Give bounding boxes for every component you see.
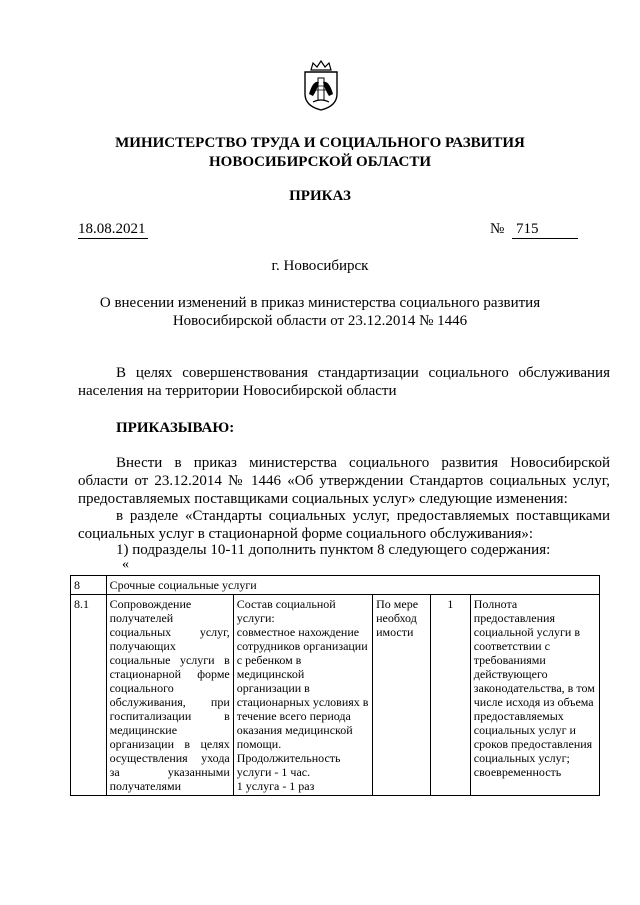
preamble-paragraph: В целях совершенствования стандартизации социального обслуживания населения на территории Новосибирской области: [78, 365, 610, 399]
order-number-label: №: [490, 221, 505, 237]
row-number-cell: 8.1: [71, 595, 107, 796]
order-number: 715: [512, 220, 578, 239]
open-quote: «: [122, 557, 129, 572]
content-line-2: совместное нахождение сотрудников организации с ребенком в медицинской организации в стационарных условиях в течение всего периода оказания медицинской помощи.: [236, 625, 369, 751]
table-row: [71, 595, 600, 796]
section-title-cell: Срочные социальные услуги: [106, 576, 599, 595]
table-section-row: [71, 576, 600, 595]
service-name-cell: Сопровождение получателей социальных услуг, получающих социальные услуги в стационарной форме социального обслуживания, при госпитализации в медицинские организации в целях осуществления ухода за указанными получателями: [106, 595, 233, 796]
order-date: 18.08.2021: [78, 220, 148, 239]
service-quality-cell: Полнота предоставления социальной услуги в соответствии с требованиями действующего законодательства, в том числе исходя из объема предоставляемых социальных услуг и сроков предоставления социальных услуг; своевременность: [470, 595, 599, 796]
service-term-cell: По мере необход имости: [373, 595, 431, 796]
content-line-4: 1 услуга - 1 раз: [236, 779, 315, 793]
ministry-name: [60, 134, 580, 172]
section-number-cell: 8: [71, 576, 107, 595]
services-table: [70, 575, 600, 796]
paragraph-3: 1) подразделы 10-11 дополнить пунктом 8 следующего содержания:: [116, 542, 551, 558]
content-line-1: Состав социальной услуги:: [236, 597, 336, 625]
paragraph-1: Внести в приказ министерства социального развития Новосибирской области от 23.12.2014 № 1446 «Об утверждении Стандартов социальных услуг, предоставляемых поставщиками социальных услуг» следующие изменения:: [78, 455, 610, 507]
order-directive: ПРИКАЗЫВАЮ:: [116, 420, 235, 436]
order-city: г. Новосибирск: [271, 258, 369, 274]
service-content-cell: [233, 595, 372, 796]
content-line-3: Продолжительность услуги - 1 час.: [236, 751, 341, 779]
paragraph-2: в разделе «Стандарты социальных услуг, предоставляемых поставщиками социальных услуг в стационарной форме социального обслуживания»:: [78, 508, 610, 542]
ministry-line-1: МИНИСТЕРСТВО ТРУДА И СОЦИАЛЬНОГО РАЗВИТИЯ: [115, 135, 525, 151]
subject-line-2: Новосибирской области от 23.12.2014 № 1446: [172, 313, 468, 329]
coat-of-arms-icon: [299, 60, 343, 112]
subject-line-1: О внесении изменений в приказ министерства социального развития: [99, 295, 541, 311]
order-subject: [80, 294, 560, 330]
service-volume-cell: 1: [431, 595, 471, 796]
order-title: ПРИКАЗ: [289, 188, 351, 204]
ministry-line-2: НОВОСИБИРСКОЙ ОБЛАСТИ: [208, 154, 432, 170]
